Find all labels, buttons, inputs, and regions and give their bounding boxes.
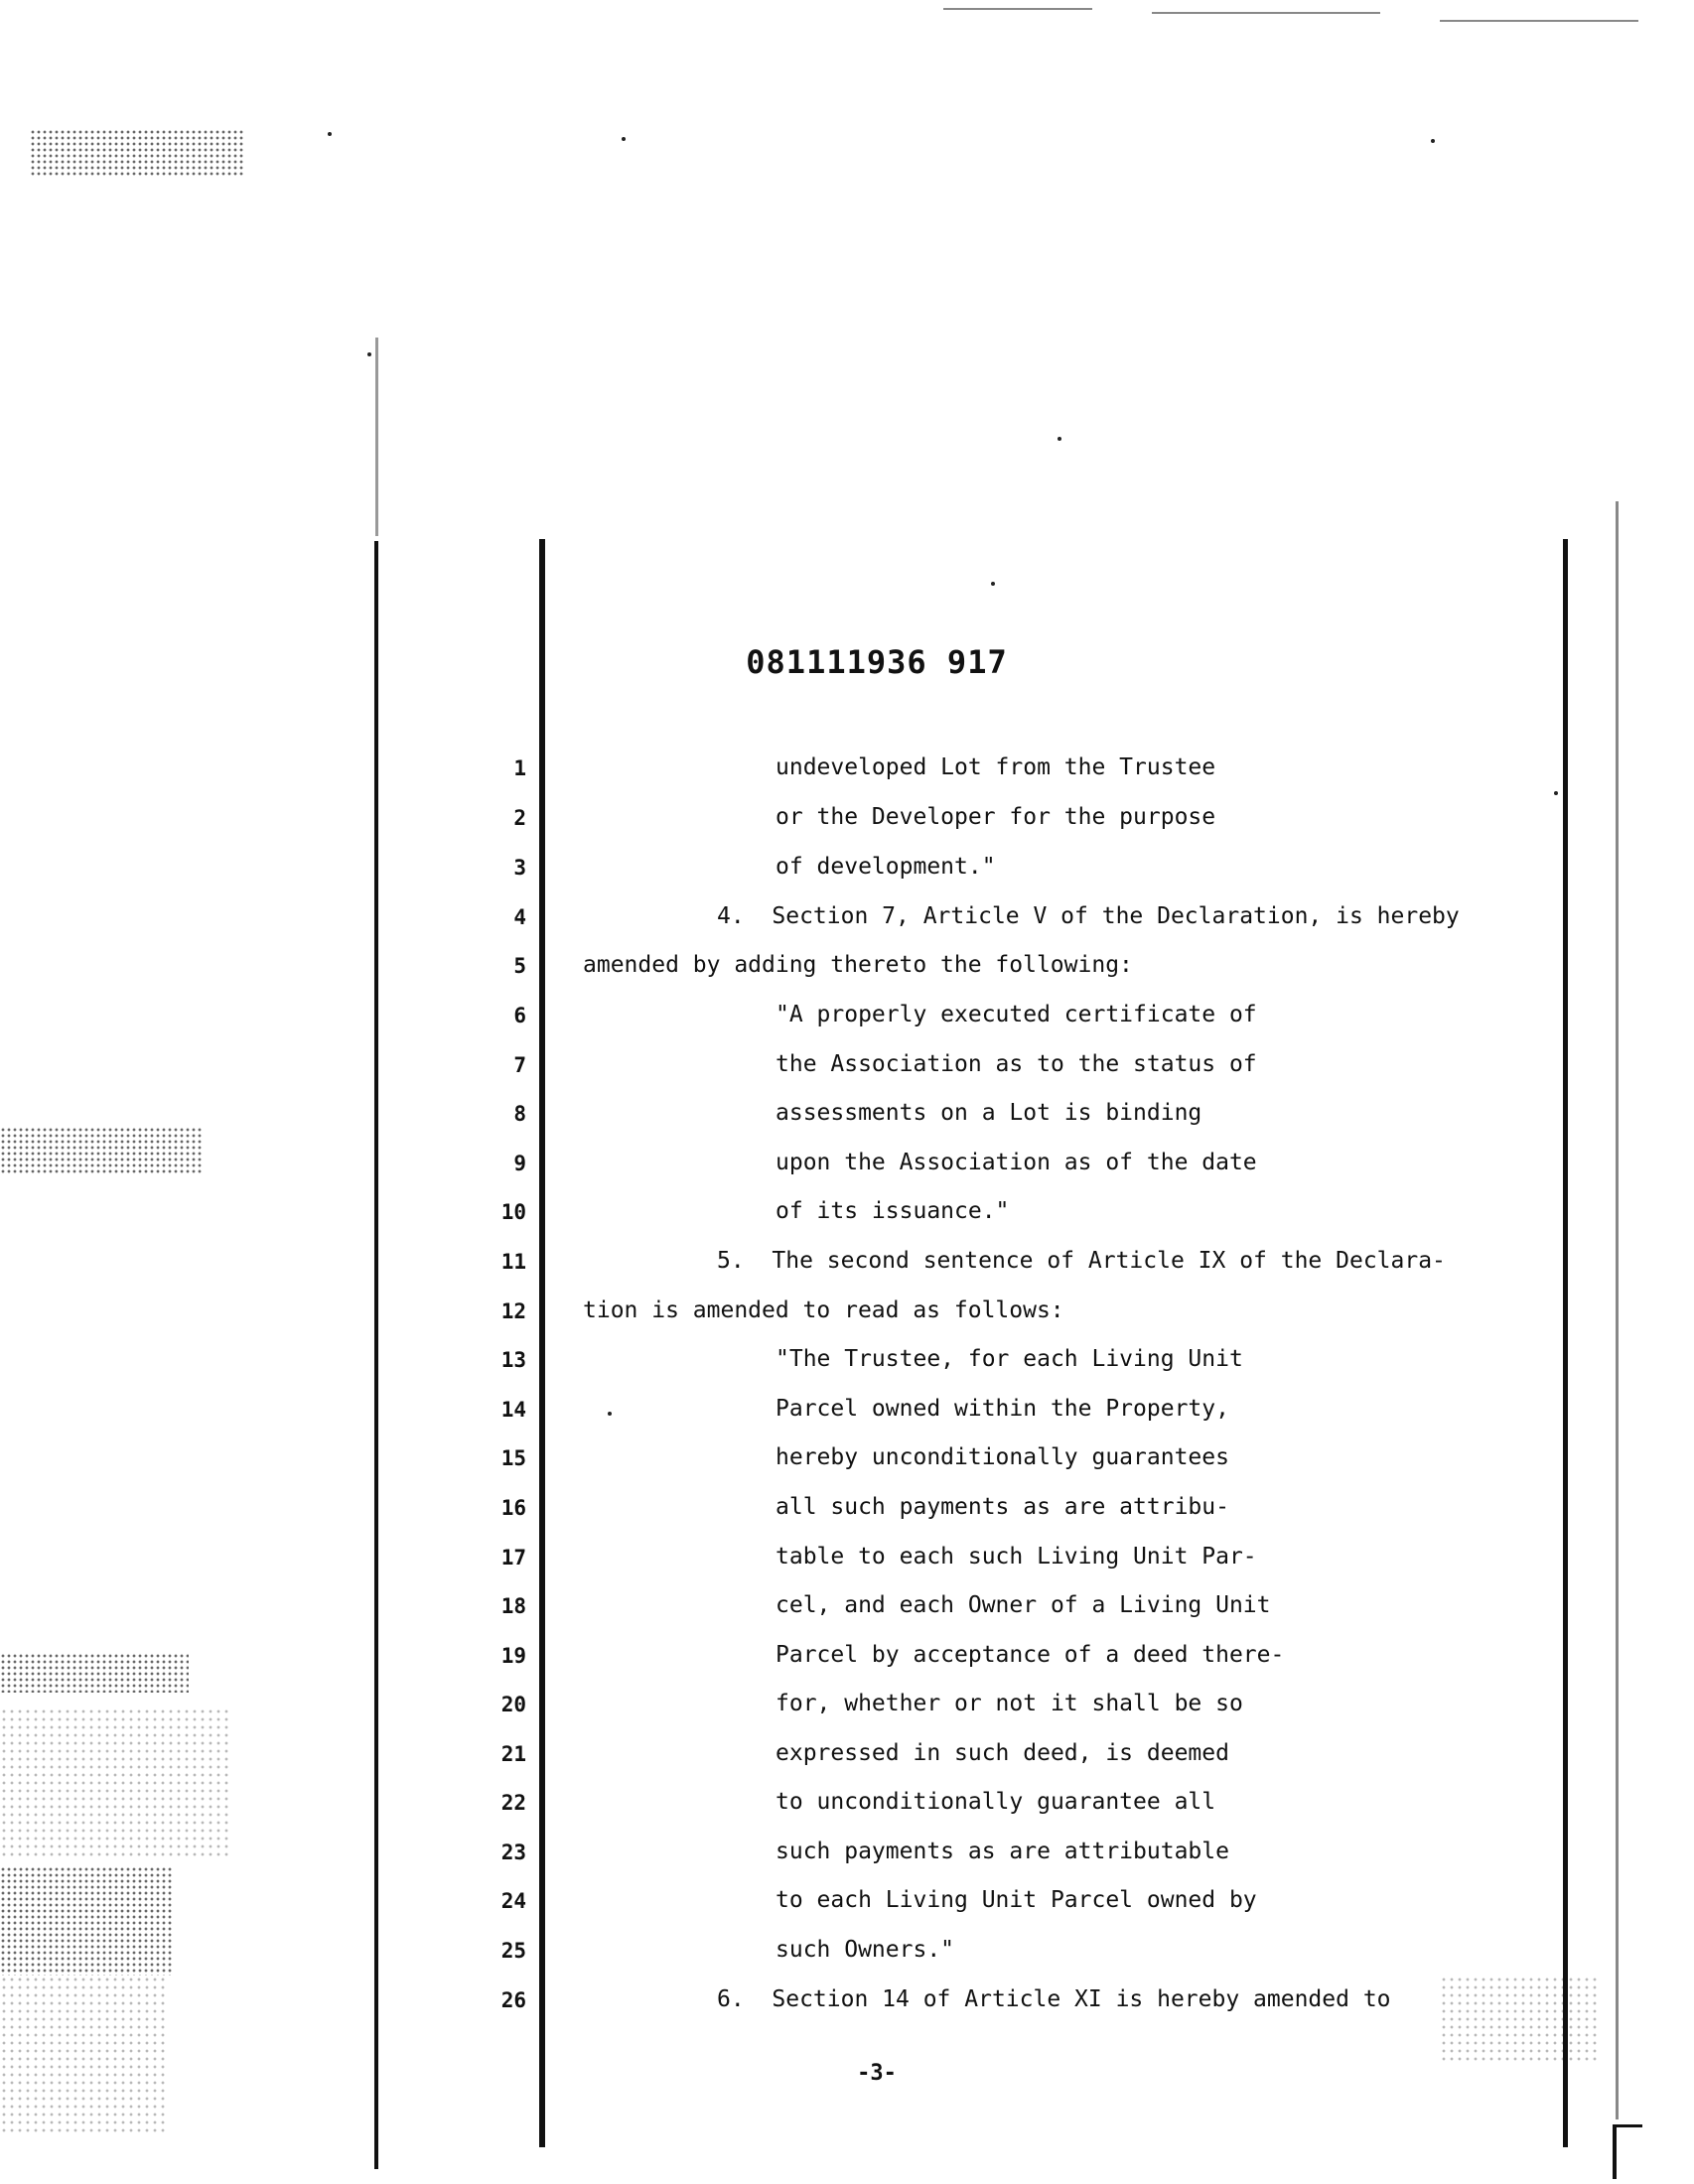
scan-mark: [943, 8, 1092, 10]
line-number: 12: [500, 1299, 526, 1323]
text-line: of development.": [776, 854, 996, 880]
line-number: 2: [513, 806, 526, 830]
recording-number: 081111936 917: [746, 643, 1008, 681]
scan-speck: [622, 137, 626, 141]
line-number: 3: [513, 856, 526, 880]
line-number: 8: [513, 1102, 526, 1126]
text-line: to each Living Unit Parcel owned by: [776, 1887, 1257, 1913]
text-line: 6. Section 14 of Article XI is hereby amended to: [717, 1986, 1391, 2012]
text-line: 5. The second sentence of Article IX of the Declara-: [717, 1248, 1446, 1274]
scan-noise: [0, 1707, 228, 1856]
line-number: 14: [500, 1398, 526, 1422]
line-number: 15: [500, 1446, 526, 1470]
line-number: 9: [513, 1152, 526, 1175]
text-line: to unconditionally guarantee all: [776, 1789, 1216, 1815]
scan-speck: [608, 1412, 612, 1416]
text-line: of its issuance.": [776, 1198, 1010, 1224]
scan-speck: [1554, 791, 1558, 795]
line-number: 20: [500, 1693, 526, 1716]
line-number: 5: [513, 954, 526, 978]
line-number: 11: [500, 1250, 526, 1274]
corner-mark: [1613, 2124, 1617, 2179]
text-line: such payments as are attributable: [776, 1839, 1229, 1864]
text-line: amended by adding thereto the following:: [583, 952, 1133, 978]
margin-rule: [375, 338, 378, 536]
text-line: "The Trustee, for each Living Unit: [776, 1346, 1243, 1372]
line-number: 23: [500, 1841, 526, 1864]
line-number: 25: [500, 1939, 526, 1963]
line-number: 24: [500, 1889, 526, 1913]
line-number: 7: [513, 1053, 526, 1077]
text-line: such Owners.": [776, 1937, 955, 1963]
line-number: 17: [500, 1546, 526, 1570]
line-number: 22: [500, 1791, 526, 1815]
scan-mark: [1152, 12, 1380, 14]
text-line: hereby unconditionally guarantees: [776, 1444, 1229, 1470]
margin-rule-inner-left: [539, 539, 545, 2147]
margin-rule-far-right: [1616, 501, 1619, 2119]
line-number: 19: [500, 1644, 526, 1668]
text-line: 4. Section 7, Article V of the Declaration, is hereby: [717, 903, 1460, 929]
scan-noise: [0, 1976, 169, 2134]
line-number: 10: [500, 1200, 526, 1224]
margin-rule-right: [1563, 539, 1568, 2147]
scan-noise: [0, 1653, 189, 1693]
scan-speck: [1431, 139, 1435, 143]
corner-mark: [1613, 2124, 1642, 2127]
text-line: Parcel by acceptance of a deed there-: [776, 1642, 1285, 1668]
scan-speck: [367, 352, 371, 356]
scan-noise: [0, 1866, 174, 1976]
scan-noise: [1440, 1976, 1599, 2065]
text-line: assessments on a Lot is binding: [776, 1100, 1202, 1126]
line-number: 18: [500, 1594, 526, 1618]
line-number: 26: [500, 1988, 526, 2012]
scan-speck: [1058, 437, 1061, 441]
margin-rule-outer-left: [374, 541, 378, 2169]
line-number: 16: [500, 1496, 526, 1520]
line-number: 21: [500, 1742, 526, 1766]
text-line: upon the Association as of the date: [776, 1150, 1257, 1175]
line-number: 13: [500, 1348, 526, 1372]
text-line: undeveloped Lot from the Trustee: [776, 754, 1216, 780]
line-number: 6: [513, 1004, 526, 1027]
text-line: Parcel owned within the Property,: [776, 1396, 1229, 1422]
text-line: table to each such Living Unit Par-: [776, 1544, 1257, 1570]
text-line: cel, and each Owner of a Living Unit: [776, 1592, 1271, 1618]
scan-speck: [328, 132, 332, 136]
scan-noise: [0, 1127, 204, 1174]
text-line: "A properly executed certificate of: [776, 1002, 1257, 1027]
text-line: or the Developer for the purpose: [776, 804, 1216, 830]
text-line: all such payments as are attribu-: [776, 1494, 1229, 1520]
text-line: tion is amended to read as follows:: [583, 1297, 1064, 1323]
scan-speck: [991, 582, 995, 586]
scan-mark: [1440, 20, 1638, 22]
scan-noise: [30, 129, 243, 177]
text-line: expressed in such deed, is deemed: [776, 1740, 1229, 1766]
text-line: for, whether or not it shall be so: [776, 1691, 1243, 1716]
line-number: 1: [513, 756, 526, 780]
page-number: -3-: [857, 2061, 897, 2086]
line-number: 4: [513, 905, 526, 929]
text-line: the Association as to the status of: [776, 1051, 1257, 1077]
